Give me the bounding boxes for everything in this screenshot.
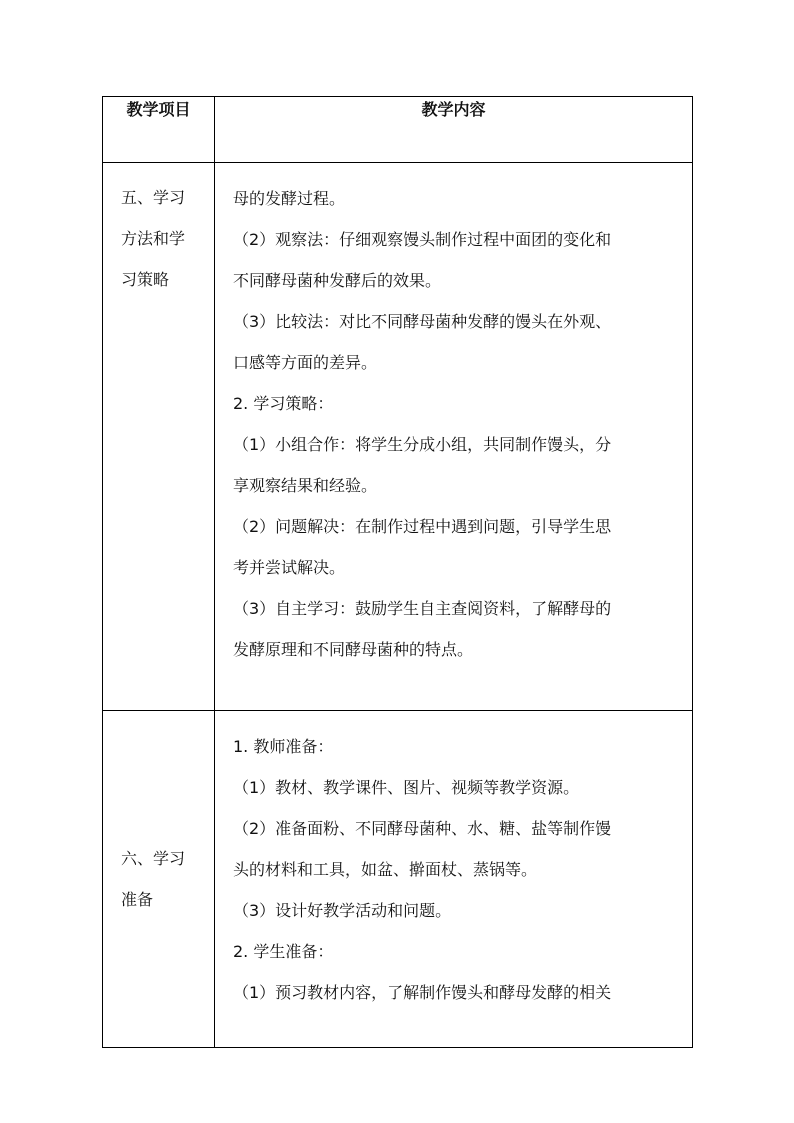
content-line: 发酵原理和不同酵母菌种的特点。 [233,640,474,659]
content-line: 母的发酵过程。 [233,189,346,208]
lesson-plan-table [102,96,693,1048]
table-row [103,163,693,711]
item-cell [103,163,215,711]
item-cell [103,711,215,1048]
content-line: 不同酵母菌种发酵后的效果。 [233,271,442,290]
content-cell [215,163,693,711]
item-line: 方法和学 [121,229,186,248]
content-line: 享观察结果和经验。 [233,476,378,495]
item-line: 习策略 [121,270,170,289]
header-teaching-item: 教学项目 [103,97,215,163]
item-line: 六、学习 [121,849,186,868]
content-line: 口感等方面的差异。 [233,353,378,372]
content-line: 头的材料和工具，如盆、擀面杖、蒸锅等。 [233,860,538,879]
content-line: （3）比较法：对比不同酵母菌种发酵的馒头在外观、 [233,312,612,331]
table-row [103,711,693,1048]
content-line: （3）自主学习：鼓励学生自主查阅资料，了解酵母的 [233,599,612,618]
content-line: （1）预习教材内容，了解制作馒头和酵母发酵的相关 [233,983,612,1002]
header-teaching-content: 教学内容 [215,97,693,163]
content-line: （1）小组合作：将学生分成小组，共同制作馒头，分 [233,435,612,454]
content-line: 考并尝试解决。 [233,558,346,577]
item-line: 五、学习 [121,188,186,207]
content-line: 2. 学习策略： [233,394,334,413]
content-cell [215,711,693,1048]
content-line: （2）问题解决：在制作过程中遇到问题，引导学生思 [233,517,612,536]
item-line: 准备 [121,890,154,909]
content-line: 2. 学生准备： [233,942,334,961]
content-line: （2）观察法：仔细观察馒头制作过程中面团的变化和 [233,230,612,249]
table-header-row [103,97,693,163]
content-line: 1. 教师准备： [233,737,334,756]
content-line: （1）教材、教学课件、图片、视频等教学资源。 [233,778,580,797]
content-line: （2）准备面粉、不同酵母菌种、水、糖、盐等制作馒 [233,819,612,838]
content-line: （3）设计好教学活动和问题。 [233,901,452,920]
